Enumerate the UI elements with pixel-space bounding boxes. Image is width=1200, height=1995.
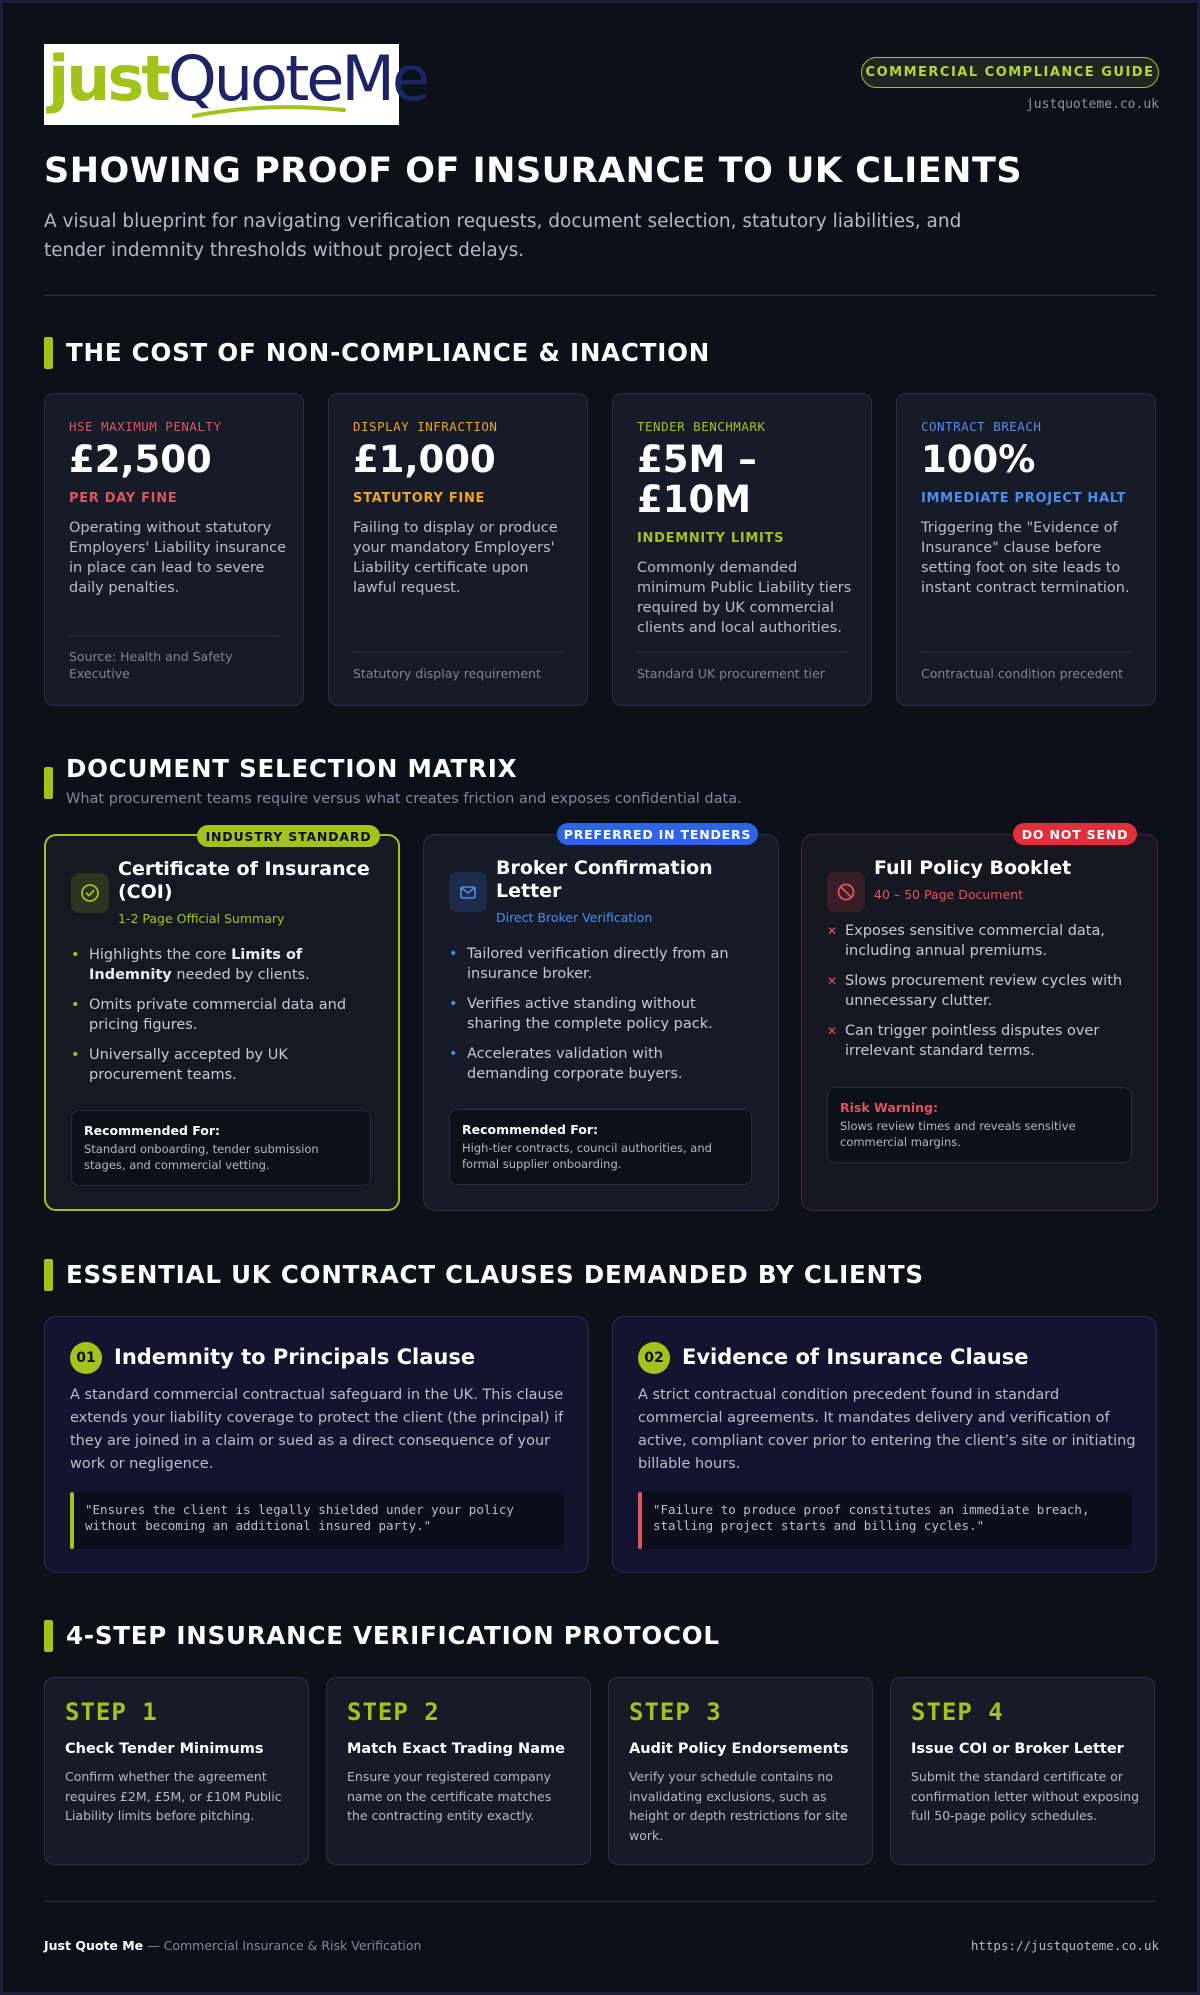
step-card-3 (608, 1677, 873, 1865)
list-item: • Accelerates validation with demanding corporate buyers. (449, 1046, 683, 1082)
footer-brand-name: Just Quote Me (44, 1938, 144, 1953)
recommended-description: Standard onboarding, tender submission stages, and commercial vetting. (84, 1142, 319, 1172)
risk-warning-description: Slows review times and reveals sensitive commercial margins. (840, 1119, 1076, 1149)
list-item: • Universally accepted by UK procurement teams. (71, 1047, 288, 1083)
clause-quote-text: "Failure to produce proof constitutes an immediate breach, stalling project starts and billing cycles." (653, 1502, 1090, 1533)
risk-warning-title: Risk Warning: (840, 1100, 938, 1115)
quote-accent-bar (638, 1492, 642, 1549)
stat-divider (69, 635, 279, 636)
stat-card-contract-breach (896, 393, 1156, 706)
step-title: Match Exact Trading Name (347, 1741, 565, 1757)
section-accent-bar (44, 767, 53, 799)
coi-recommended-box (71, 1110, 371, 1186)
bullet-icon: • (449, 996, 458, 1012)
stat-divider (353, 652, 563, 653)
stat-kicker: CONTRACT BREACH (921, 419, 1042, 434)
stat-description: Operating without statutory Employers' Liability insurance in place can lead to severe daily penalties. (69, 520, 287, 596)
footer-tagline: — Commercial Insurance & Risk Verification (143, 1938, 422, 1953)
quote-accent-bar (70, 1492, 74, 1549)
broker-recommended-box (449, 1109, 752, 1185)
industry-standard-badge: INDUSTRY STANDARD (197, 825, 380, 847)
booklet-risks-list (827, 921, 1127, 1071)
clause-title: Indemnity to Principals Clause (114, 1345, 476, 1369)
divider (44, 295, 1156, 296)
broker-benefits-list (449, 944, 749, 1094)
bullet-icon: • (71, 997, 80, 1013)
step-description: Ensure your registered company name on the certificate matches the contracting entity exactly. (347, 1769, 552, 1823)
stat-description: Commonly demanded minimum Public Liability tiers required by UK commercial clients and local authorities. (637, 560, 852, 636)
clause-quote (70, 1492, 564, 1549)
matrix-section-title: DOCUMENT SELECTION MATRIX (66, 754, 518, 783)
page-title: SHOWING PROOF OF INSURANCE TO UK CLIENTS (44, 151, 1023, 191)
clause-body: A strict contractual condition precedent found in standard commercial agreements. It mandates delivery and verification of active, compliant cover prior to entering the client’s site or initiating billable hours. (638, 1387, 1136, 1472)
recommended-title: Recommended For: (462, 1122, 599, 1137)
stat-label: STATUTORY FINE (353, 491, 486, 506)
bullet-icon: • (71, 1047, 80, 1063)
stat-source: Contractual condition precedent (921, 666, 1124, 681)
prohibited-icon (827, 872, 865, 912)
infographic-page (3, 3, 1197, 1992)
page-subtitle: A visual blueprint for navigating verification requests, document selection, statutory liabilities, and tender indemnity thresholds without project delays. (44, 211, 962, 261)
stat-kicker: HSE MAXIMUM PENALTY (69, 419, 222, 434)
cross-icon: ✕ (827, 1024, 838, 1038)
bullet-icon: • (71, 947, 80, 963)
stat-value: £2,500 (69, 438, 212, 481)
broker-subtitle: Direct Broker Verification (496, 910, 653, 925)
stat-card-tender-benchmark (612, 393, 872, 706)
envelope-icon (449, 872, 487, 912)
evidence-insurance-card (612, 1316, 1157, 1573)
list-item: ✕ Can trigger pointless disputes over irrelevant standard terms. (827, 1023, 1100, 1059)
list-item: • Verifies active standing without sharing the complete policy pack. (449, 996, 713, 1032)
step-title: Audit Policy Endorsements (629, 1741, 849, 1757)
stat-description: Failing to display or produce your mandatory Employers' Liability certificate upon lawful request. (353, 520, 558, 596)
stat-card-display-infraction (328, 393, 588, 706)
clause-quote (638, 1492, 1132, 1549)
step-title: Issue COI or Broker Letter (911, 1741, 1124, 1757)
stat-label: IMMEDIATE PROJECT HALT (921, 491, 1127, 506)
stat-label: INDEMNITY LIMITS (637, 531, 785, 546)
list-item: • Tailored verification directly from an insurance broker. (449, 946, 729, 982)
step-description: Verify your schedule contains no invalidating exclusions, such as height or depth restrictions for site work. (629, 1769, 848, 1843)
footer-brand (44, 1938, 421, 1953)
clause-quote-text: "Ensures the client is legally shielded under your policy without becoming an additional insured party." (85, 1502, 514, 1533)
list-item: • Omits private commercial data and pricing figures. (71, 997, 347, 1033)
recommended-title: Recommended For: (84, 1123, 221, 1138)
coi-benefits-list (71, 945, 371, 1095)
preferred-badge: PREFERRED IN TENDERS (557, 823, 758, 845)
bullet-icon: • (449, 946, 458, 962)
booklet-title: Full Policy Booklet (874, 857, 1072, 879)
clauses-section-title: ESSENTIAL UK CONTRACT CLAUSES DEMANDED BY CLIENTS (66, 1260, 924, 1289)
recommended-description: High-tier contracts, council authorities, and formal supplier onboarding. (462, 1141, 712, 1171)
stat-kicker: DISPLAY INFRACTION (353, 419, 498, 434)
cross-icon: ✕ (827, 924, 838, 938)
coi-subtitle: 1-2 Page Official Summary (118, 911, 285, 926)
cost-section-title: THE COST OF NON-COMPLIANCE & INACTION (66, 338, 711, 367)
stat-source: Source: Health and Safety Executive (69, 649, 233, 681)
coi-card (44, 828, 400, 1211)
stat-divider (921, 652, 1131, 653)
risk-warning-box (827, 1087, 1132, 1163)
policy-booklet-card (801, 826, 1158, 1211)
step-number: STEP 1 (65, 1698, 158, 1726)
footer-url-link[interactable]: https://justquoteme.co.uk (970, 1938, 1159, 1953)
site-domain[interactable]: justquoteme.co.uk (1025, 97, 1159, 112)
cross-icon: ✕ (827, 974, 838, 988)
step-card-1 (44, 1677, 309, 1865)
section-accent-bar (44, 337, 53, 369)
clause-number-badge: 01 (70, 1342, 102, 1374)
step-card-2 (326, 1677, 591, 1865)
booklet-subtitle: 40 – 50 Page Document (874, 887, 1023, 902)
step-description: Submit the standard certificate or confirmation letter without exposing full 50-page policy schedules. (911, 1769, 1140, 1823)
section-accent-bar (44, 1620, 53, 1652)
stat-value: 100% (921, 438, 1036, 481)
stat-source: Standard UK procurement tier (637, 666, 825, 681)
stat-value: £1,000 (353, 438, 496, 481)
clause-number-badge: 02 (638, 1342, 670, 1374)
step-number: STEP 3 (629, 1698, 722, 1726)
list-item: ✕ Slows procurement review cycles with unnecessary clutter. (827, 973, 1123, 1009)
guide-badge: COMMERCIAL COMPLIANCE GUIDE (861, 57, 1159, 88)
stat-kicker: TENDER BENCHMARK (637, 419, 766, 434)
section-accent-bar (44, 1259, 53, 1291)
clause-body: A standard commercial contractual safeguard in the UK. This clause extends your liability coverage to protect the client (the principal) if they are joined in a claim or sued as a direct consequence of your work or negligence. (70, 1387, 564, 1472)
coi-title: Certificate of Insurance (COI) (118, 858, 370, 903)
matrix-section-subtitle: What procurement teams require versus what creates friction and exposes confidential data. (66, 791, 742, 807)
step-card-4 (890, 1677, 1155, 1865)
step-number: STEP 4 (911, 1698, 1004, 1726)
list-item: • Highlights the core Limits of Indemnity needed by clients. (71, 947, 310, 983)
logo-swoosh-icon (44, 44, 399, 125)
check-circle-icon (71, 873, 109, 913)
footer-divider (44, 1901, 1156, 1902)
step-title: Check Tender Minimums (65, 1741, 264, 1757)
stat-label: PER DAY FINE (69, 491, 178, 506)
step-number: STEP 2 (347, 1698, 440, 1726)
do-not-send-badge: DO NOT SEND (1013, 823, 1137, 845)
bullet-icon: • (449, 1046, 458, 1062)
stat-description: Triggering the "Evidence of Insurance" clause before setting foot on site leads to instant contract termination. (921, 520, 1130, 596)
broker-title: Broker Confirmation Letter (496, 857, 713, 902)
indemnity-principals-card (44, 1316, 589, 1573)
stat-value: £5M – £10M (637, 438, 757, 521)
stat-divider (637, 652, 847, 653)
clause-title: Evidence of Insurance Clause (682, 1345, 1029, 1369)
step-description: Confirm whether the agreement requires £2M, £5M, or £10M Public Liability limits before pitching. (65, 1769, 282, 1823)
list-item: ✕ Exposes sensitive commercial data, including annual premiums. (827, 923, 1105, 959)
brand-logo[interactable] (44, 42, 428, 125)
logo-wordmark: justQuoteMe (48, 42, 428, 115)
steps-section-title: 4-STEP INSURANCE VERIFICATION PROTOCOL (66, 1621, 720, 1650)
stat-card-hse-penalty (44, 393, 304, 706)
broker-letter-card (423, 826, 779, 1211)
stat-source: Statutory display requirement (353, 666, 541, 681)
